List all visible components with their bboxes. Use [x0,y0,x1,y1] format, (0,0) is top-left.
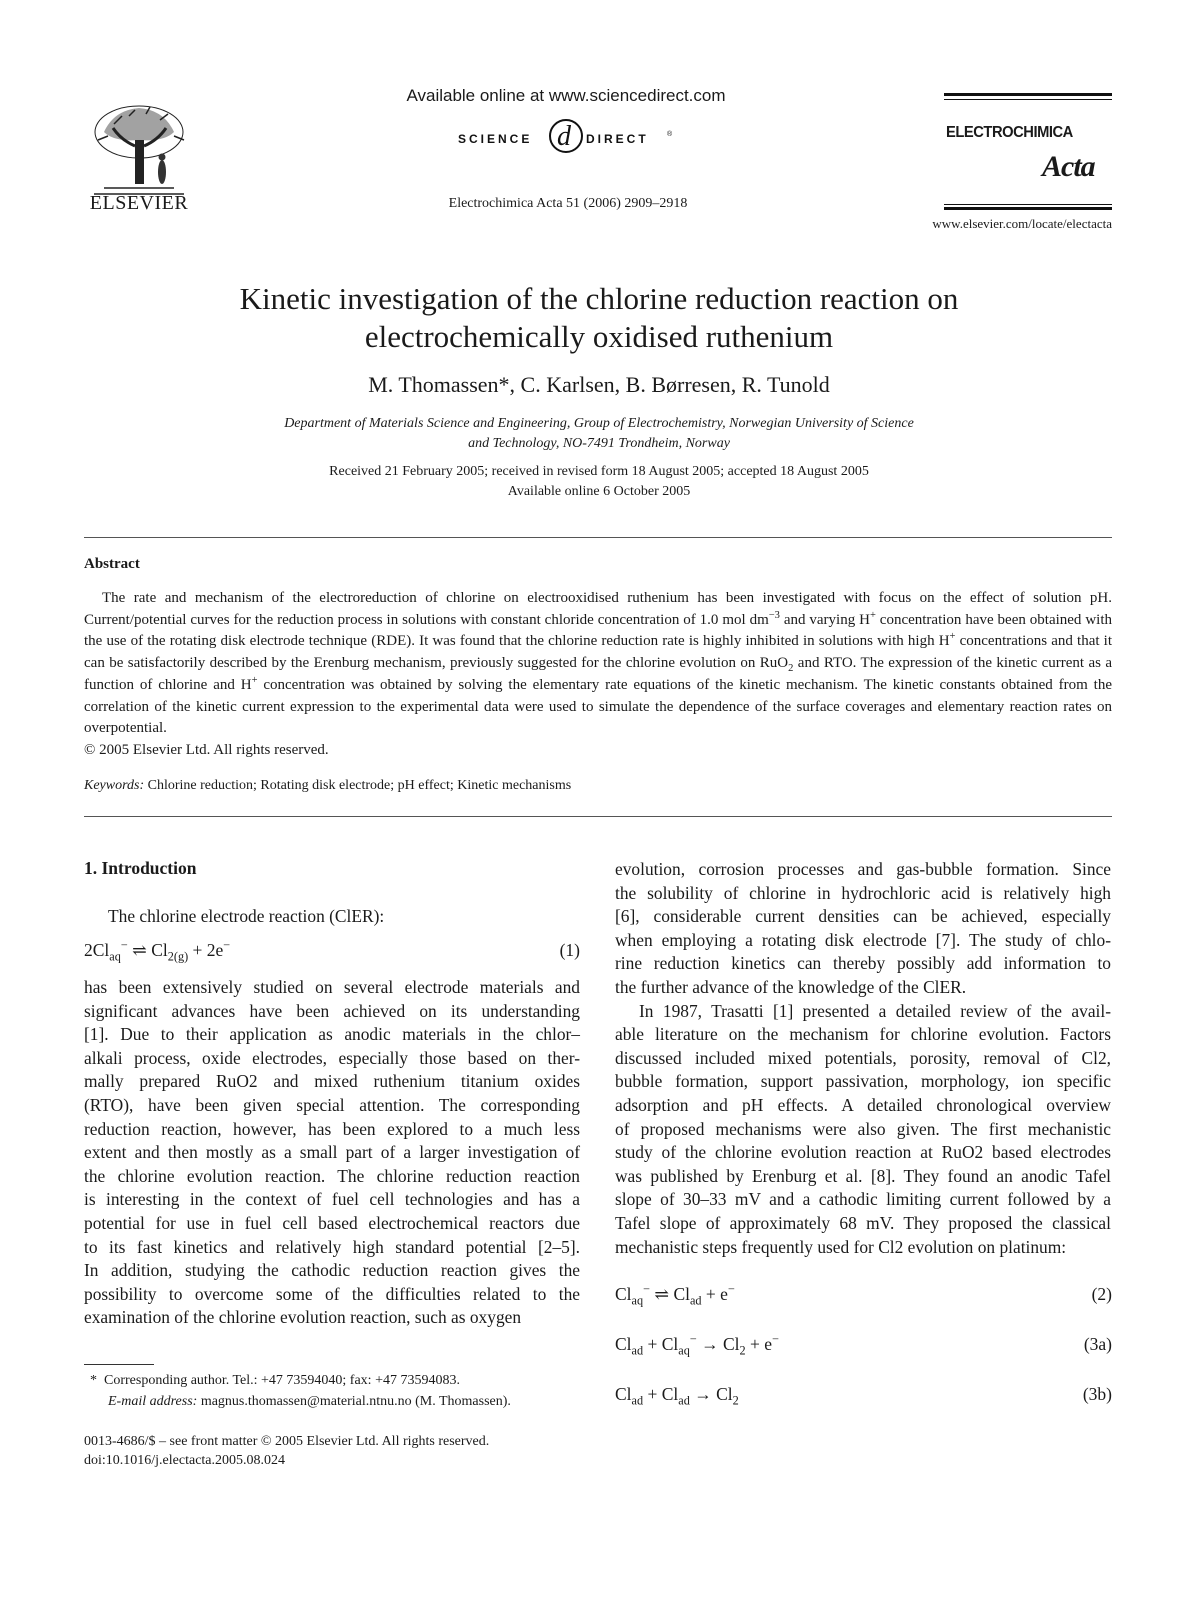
text-line: [6], considerable current densities can be achieved, especially [615,906,1111,927]
text-line: slope of 30–33 mV and a cathodic limiting current followed by a [615,1189,1111,1210]
intro-sentence: The chlorine electrode reaction (ClER): [108,906,385,926]
keywords [84,778,1112,794]
text-line: has been extensively studied on several electrode materials and [84,977,580,997]
journal-logo-rule [944,99,1112,100]
publisher-name: ELSEVIER [89,192,189,214]
footnote-contact: Corresponding author. Tel.: +47 73594040; fax: +47 73594083. [104,1373,460,1388]
text-line: bubble formation, support passivation, morphology, ion specific [615,1071,1111,1092]
copyright-line: © 2005 Elsevier Ltd. All rights reserved. [84,741,329,758]
text-line: significant advances have been achieved on its understanding [84,1000,580,1021]
equation-2: $Cl_{aq}^-$ ⇌ $Cl_{ad} + e^-$ [615,1282,735,1308]
abstract-paragraph: The rate and mechanism of the electroreduction of chlorine on electrooxidised ruthenium has been investigated with focus on the effect of solution pH. Current/potential curves for the reduction process in solutions with constant chloride concentration of 1.0 mol $dm^{-3}$ and varying H+ concentration have been obtained with the use of the rotating disk electrode technique (RDE). It was found that the chlorine reduction rate is highly inhibited in solutions with high H+ concentrations and that it can be satisfactorily described by the Erenburg mechanism, previously suggested for the chlorine evolution on RuO$_2$ and RTO. The expression of the kinetic current as a function of chlorine and H+ concentration was obtained by solving the elementary rate equations of the kinetic mechanism. The kinetic constants obtained from the correlation of the kinetic current expression to the experimental data were used to simulate the dependence of the surface coverages and elementary reaction rates on overpotential. [84,590,1113,737]
available-online-notice: Available online at www.sciencedirect.com [406,86,726,105]
email-address[interactable]: magnus.thomassen@material.ntnu.no (M. Thomassen). [200,1394,511,1409]
divider [84,537,1112,538]
right-column-text [615,858,1111,1259]
text-line: able literature on the mechanism for chlorine evolution. Factors [615,1024,1111,1045]
available-date: Available online 6 October 2005 [507,484,691,499]
journal-logo-acta: Acta [1042,150,1095,183]
equation-number: (1) [559,940,580,960]
text-line: mechanistic steps frequently used for Cl2 evolution on platinum: [615,1236,1067,1257]
text-line: evolution, corrosion processes and gas-bubble formation. Since [615,859,1111,879]
sciencedirect-logo [456,112,676,162]
text-line: to its fast kinetics and relatively high standard potential [2–5]. [84,1236,580,1257]
issn-line: 0013-4686/$ – see front matter © 2005 Elsevier Ltd. All rights reserved. [84,1434,490,1449]
text-line: alkali process, oxide electrodes, especially those based on ther- [84,1047,580,1068]
text-line: was published by Erenburg et al. [8]. They found an anodic Tafel [615,1165,1111,1186]
text-line: In addition, studying the cathodic reduction reaction gives the [84,1260,580,1281]
journal-logo-rule [944,93,1112,96]
text-line: the chlorine evolution reaction. The chlorine reduction reaction [84,1165,580,1186]
front-matter [84,1432,584,1470]
text-line: possibility to overcome some of the difficulties related to the [84,1283,580,1304]
text-line: potential for use in fuel cell based electrochemical reactors due [84,1212,580,1233]
text-line: extent and then mostly as a small part of a larger investigation of [84,1142,580,1163]
equation-number: (3b) [1082,1384,1112,1404]
author-list: M. Thomassen*, C. Karlsen, B. Børresen, R. Tunold [368,372,830,397]
left-column-text [84,976,580,1330]
journal-logo-title: ELECTROCHIMICA [946,124,1073,141]
received-dates: Received 21 February 2005; received in revised form 18 August 2005; accepted 18 August 2005 [329,464,869,479]
article-dates [200,462,998,502]
footnote-mark: * [90,1373,97,1388]
text-line: discussed included mixed potentials, porosity, removal of Cl2, [615,1047,1111,1068]
equation-3b: $Cl_{ad} + Cl_{ad} \to Cl_2$ [615,1384,739,1408]
title-line: Kinetic investigation of the chlorine reduction reaction on [239,281,959,316]
equation-number: (2) [1091,1284,1112,1304]
journal-logo-rule [944,207,1112,210]
svg-text:d: d [557,121,571,152]
text-line: examination of the chlorine evolution reaction, such as oxygen [84,1307,522,1328]
text-line: rine reduction kinetics can thereby possibly add information to [615,953,1111,974]
equation-1: $2Cl_{aq}^-$ ⇌ $Cl_{2(g)} + 2e^-$ [84,938,231,964]
text-line: reduction reaction, however, has been explored to a much less [84,1118,580,1139]
affiliation-line: and Technology, NO-7491 Trondheim, Norway [468,436,730,451]
text-line: [1]. Due to their application as anodic materials in the chlor– [84,1024,580,1045]
sd-logo-right: DIRECT [586,132,649,146]
doi-line[interactable]: doi:10.1016/j.electacta.2005.08.024 [84,1453,286,1468]
abstract-body [84,588,1112,762]
divider [84,816,1112,817]
footnote-rule [84,1364,154,1365]
email-label: E-mail address: [108,1394,198,1409]
text-line: when employing a rotating disk electrode [7]. The study of chlo- [615,929,1111,950]
affiliation [230,414,968,454]
article-title [150,280,1048,356]
text-line: adsorption and pH effects. A detailed chronological overview [615,1094,1111,1115]
journal-citation: Electrochimica Acta 51 (2006) 2909–2918 [448,196,688,211]
text-line: In 1987, Trasatti [1] presented a detailed review of the avail- [639,1000,1111,1021]
affiliation-line: Department of Materials Science and Engineering, Group of Electrochemistry, Norwegian University of Science [284,416,914,431]
keywords-list: Chlorine reduction; Rotating disk electrode; pH effect; Kinetic mechanisms [147,778,572,793]
text-line: of proposed mechanisms were also given. The first mechanistic [615,1118,1111,1139]
equation-number: (3a) [1083,1334,1112,1354]
text-line: the further advance of the knowledge of the ClER. [615,976,967,997]
journal-logo-rule [944,204,1112,205]
sd-registered-mark: ® [667,131,673,138]
text-line: Tafel slope of approximately 68 mV. They proposed the classical [615,1212,1111,1233]
sd-logo-left: SCIENCE [458,132,533,146]
text-line: is interesting in the context of fuel cell technologies and has a [84,1189,580,1210]
text-line: the solubility of chlorine in hydrochloric acid is relatively high [615,882,1111,903]
section-heading: 1. Introduction [84,858,197,878]
text-line: (RTO), have been given special attention. The corresponding [84,1094,580,1115]
corresponding-author-footnote [84,1370,584,1412]
abstract-heading: Abstract [84,556,140,572]
text-line: mally prepared RuO2 and mixed ruthenium titanium oxides [84,1071,580,1092]
title-line: electrochemically oxidised ruthenium [364,319,834,354]
journal-url[interactable]: www.elsevier.com/locate/electacta [932,216,1112,231]
equation-3a: $Cl_{ad} + Cl_{aq}^- \to Cl_2 + e^-$ [615,1332,779,1358]
keywords-label: Keywords: [84,778,145,793]
text-line: study of the chlorine evolution reaction at RuO2 based electrodes [615,1142,1111,1163]
